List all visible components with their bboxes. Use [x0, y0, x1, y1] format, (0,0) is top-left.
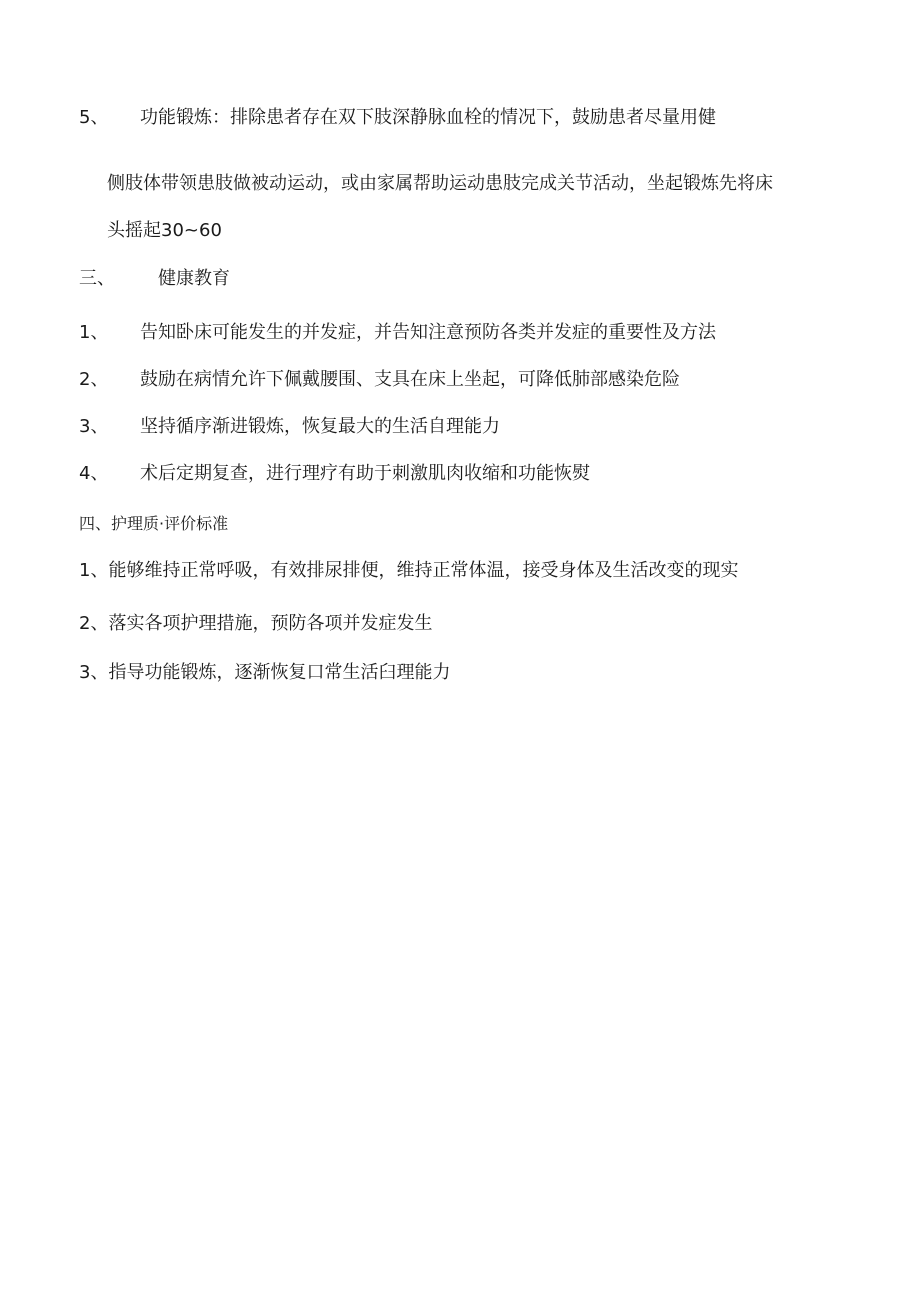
section-3-item-4-number: 4、	[79, 463, 109, 484]
section-4-item-1: 1、能够维持正常呼吸，有效排尿排便，维持正常体温，接受身体及生活改变的现实	[79, 560, 739, 581]
section-3-item-1-number: 1、	[79, 322, 109, 343]
section-3-item-3-text: 坚持循序渐进锻炼，恢复最大的生活自理能力	[140, 416, 500, 437]
section-4-title: 四、护理质·评价标准	[79, 514, 229, 533]
item-5-continuation-2: 头摇起30~60	[107, 220, 222, 241]
item-5-number: 5、	[79, 107, 109, 128]
section-3-item-3-number: 3、	[79, 416, 109, 437]
section-3-title: 健康教育	[158, 268, 230, 289]
section-3-item-1-text: 告知卧床可能发生的并发症，并告知注意预防各类并发症的重要性及方法	[140, 322, 716, 343]
section-3-item-2-number: 2、	[79, 369, 109, 390]
section-3-item-2-text: 鼓励在病情允许下佩戴腰围、支具在床上坐起，可降低肺部感染危险	[140, 369, 680, 390]
section-3-number: 三、	[79, 268, 115, 289]
section-4-item-3: 3、指导功能锻炼，逐渐恢复口常生活臼理能力	[79, 662, 451, 683]
item-5-continuation-1: 侧肢体带领患肢做被动运动，或由家属帮助运动患肢完成关节活动，坐起锻炼先将床	[107, 173, 773, 194]
section-4-item-2: 2、落实各项护理措施，预防各项并发症发生	[79, 613, 433, 634]
item-5-text: 功能锻炼：排除患者存在双下肢深静脉血栓的情况下，鼓励患者尽量用健	[140, 107, 716, 128]
section-3-item-4-text: 术后定期复查，进行理疗有助于刺激肌肉收缩和功能恢熨	[140, 463, 590, 484]
